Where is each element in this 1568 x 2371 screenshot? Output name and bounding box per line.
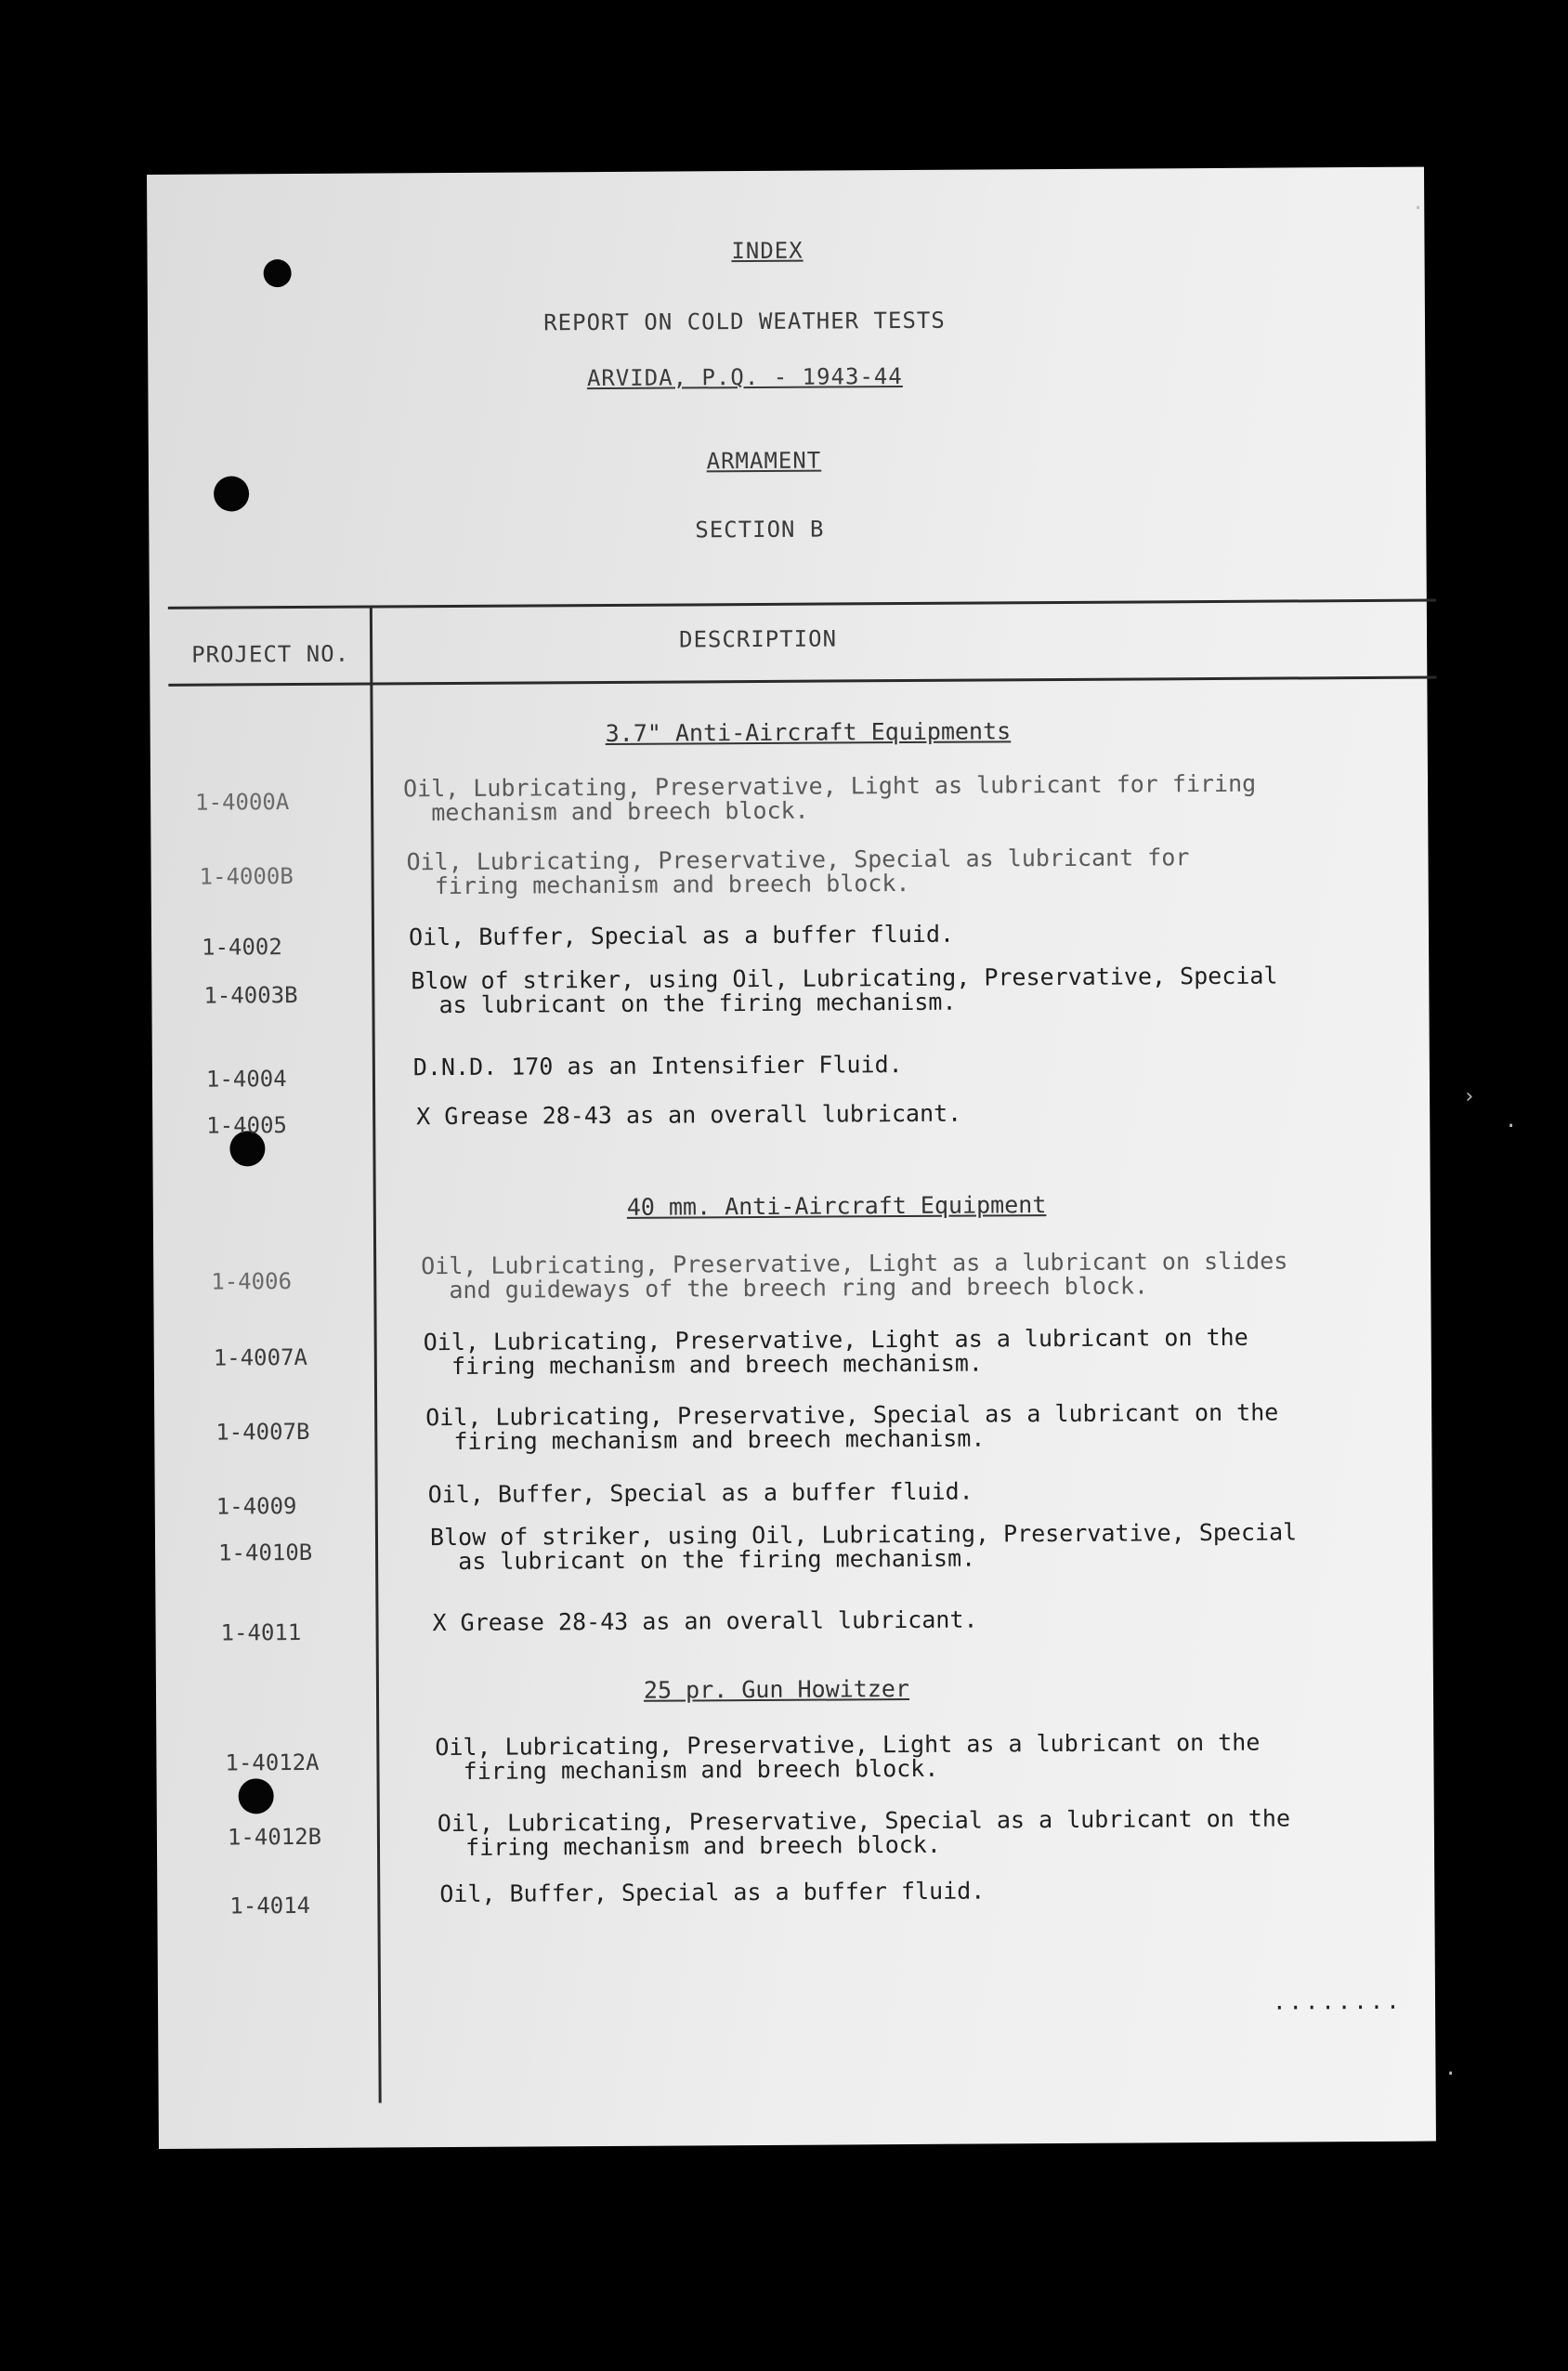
project-number: 1-4003B [203,982,298,1009]
table-header-rule [168,676,1436,687]
table-top-rule [168,599,1436,609]
column-divider [370,608,382,2103]
row-description: Blow of striker, using Oil, Lubricating, Preservative, Special as lubricant on the firing mechanism. [411,962,1278,1019]
section-title: 3.7" Anti-Aircraft Equipments [605,717,1012,747]
row-description: Oil, Lubricating, Preservative, Light as a lubricant on the firing mechanism and breech block. [435,1728,1261,1786]
report-title: REPORT ON COLD WEATHER TESTS [543,307,946,336]
project-number: 1-4006 [211,1268,293,1295]
section-title: 40 mm. Anti-Aircraft Equipment [626,1191,1047,1221]
project-number: 1-4012A [225,1749,320,1776]
project-number: 1-4002 [201,934,282,961]
film-speck: · [1444,2063,1457,2086]
row-description: Oil, Lubricating, Preservative, Special as a lubricant on the firing mechanism and breech block. [437,1804,1291,1862]
document-page [147,167,1436,2149]
project-number: 1-4000B [199,863,294,890]
row-description: D.N.D. 170 as an Intensifier Fluid. [412,1051,903,1081]
description-header: DESCRIPTION [678,625,838,653]
project-number: 1-4004 [205,1066,287,1093]
film-speck: · [1412,197,1425,220]
row-description: Oil, Lubricating, Preservative, Light as a lubricant on the firing mechanism and breech mechanism. [423,1323,1248,1381]
punch-hole-lower [239,1778,274,1814]
project-number: 1-4007B [216,1418,310,1446]
category-heading: ARMAMENT [706,447,822,475]
project-number: 1-4011 [220,1619,302,1646]
section-heading: SECTION B [695,516,825,544]
index-heading: INDEX [731,237,804,265]
project-no-header: PROJECT NO. [191,640,350,668]
project-number: 1-4012B [227,1823,322,1851]
row-description: Oil, Lubricating, Preservative, Light as lubricant for firing mechanism and breech block. [402,769,1257,827]
continuation-dots: ........ [1272,1987,1403,2015]
project-number: 1-4007A [213,1343,308,1371]
row-description: Oil, Lubricating, Preservative, Special as lubricant for firing mechanism and breech block. [406,844,1190,900]
row-description: Oil, Lubricating, Preservative, Special as a lubricant on the firing mechanism and breech mechanism. [425,1398,1279,1456]
film-speck: · [1505,1115,1518,1138]
project-number: 1-4000A [195,789,290,816]
row-description: Oil, Buffer, Special as a buffer fluid. [439,1877,986,1908]
row-description: Oil, Buffer, Special as a buffer fluid. [408,920,955,951]
row-description: Oil, Buffer, Special as a buffer fluid. [427,1477,973,1509]
row-description: Oil, Lubricating, Preservative, Light as a lubricant on slides and guideways of the breech ring and breech block. [421,1247,1288,1304]
row-description: X Grease 28-43 as an overall lubricant. [416,1099,962,1131]
project-number: 1-4014 [229,1892,311,1919]
project-number: 1-4005 [206,1112,288,1139]
punch-hole-upper [214,476,249,511]
section-title: 25 pr. Gun Howitzer [643,1675,910,1704]
project-number: 1-4009 [216,1493,297,1520]
film-speck: › [1463,1085,1476,1108]
project-number: 1-4010B [217,1539,313,1566]
row-description: Blow of striker, using Oil, Lubricating, Preservative, Special as lubricant on the firing mechanism. [429,1518,1298,1576]
row-description: X Grease 28-43 as an overall lubricant. [432,1605,978,1637]
location-line: ARVIDA, P.Q. - 1943-44 [586,363,903,392]
